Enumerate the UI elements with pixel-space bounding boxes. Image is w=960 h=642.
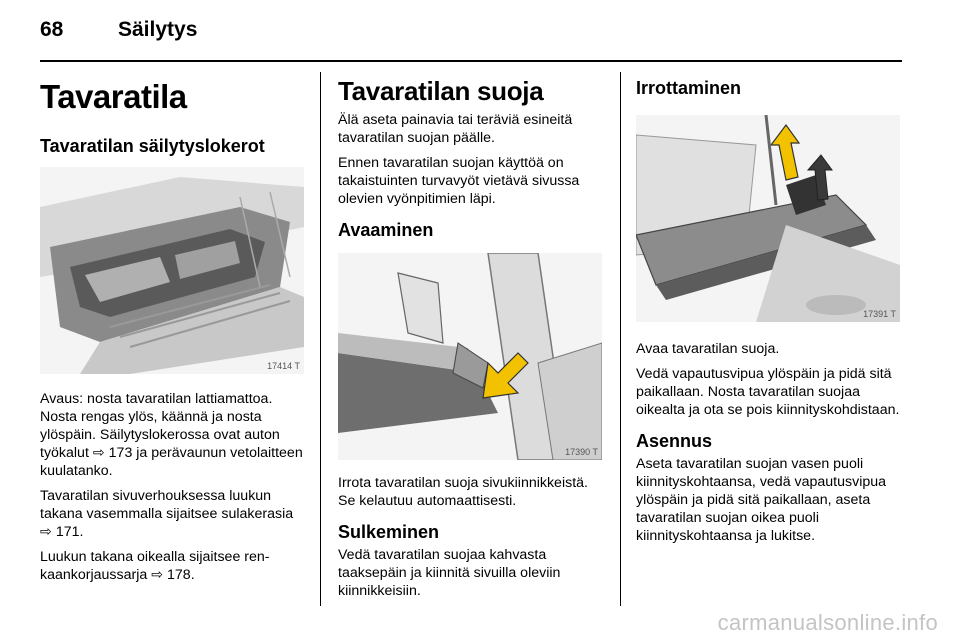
page-heading: Tavaratila: [40, 78, 187, 115]
paragraph-closing: Vedä tavaratilan suojaa kahvasta taaksepäin ja kiinnitä sivuilla oleviin kiinnikkeisiin.: [338, 547, 561, 599]
paragraph-repair-kit: Luukun takana oikealla sijaitsee renkaankorjaussarja ⇨ 178.: [40, 549, 270, 583]
header-rule: [40, 60, 902, 62]
paragraph-open-cover: Avaa tavaratilan suoja.: [636, 341, 780, 357]
opening-illustration: [338, 253, 602, 460]
subheading-installation: Asennus: [636, 431, 713, 451]
subheading-removal: Irrottaminen: [636, 78, 742, 98]
figure-code: 17390 T: [565, 447, 598, 457]
section-title: Säilytys: [118, 18, 198, 41]
paragraph-belts: Ennen tavaratilan suojan käyttöä on takaistuinten turvavyöt vietävä sivussa olevien vyönpitimien läpi.: [338, 155, 580, 207]
paragraph-fuse-box: Tavaratilan sivuverhouksessa luukun takana vasemmalla sijaitsee sulakerasia ⇨ 171.: [40, 488, 294, 540]
figure-code: 17391 T: [863, 309, 896, 319]
paragraph-removal: Vedä vapautusvipua ylöspäin ja pidä sitä paikallaan. Nosta tavaratilan suojaa oikealta ja ota se pois kiinnityskohdistaan.: [636, 366, 900, 418]
column-divider-1: [320, 72, 321, 606]
paragraph-opening: Avaus: nosta tavaratilan lattiamattoa. Nosta rengas ylös, käännä ja nosta ylöspäin. Säilytyslokerossa ovat auton työkalut ⇨ 173 ja perävaunun vetolaitteen kuulatanko.: [40, 391, 303, 479]
figure-code: 17414 T: [267, 361, 300, 371]
subheading-closing: Sulkeminen: [338, 522, 440, 542]
figure-opening: [338, 253, 602, 460]
subheading-opening: Avaaminen: [338, 220, 434, 240]
figure-storage-compartment: [40, 167, 304, 374]
paragraph-detach: Irrota tavaratilan suoja sivukiinnikkeistä. Se kelautuu automaattisesti.: [338, 475, 588, 509]
column-3: [636, 68, 902, 552]
column-divider-2: [620, 72, 621, 606]
column-1: [40, 68, 308, 591]
storage-compartment-illustration: [40, 167, 304, 374]
paragraph-installation: Aseta tavaratilan suojan vasen puoli kiinnityskohtaansa, vedä vapautusvipua ylöspäin ja pidä sitä paikallaan, aseta tavaratilan suojan oikea puoli kiinnityskohtaansa ja lukitse.: [636, 456, 887, 544]
figure-removal: [636, 115, 900, 322]
paragraph-warning: Älä aseta painavia tai teräviä esineitä tavaratilan suojan päälle.: [338, 112, 573, 146]
watermark: carmanualsonline.info: [717, 610, 938, 635]
heading-load-cover: Tavaratilan suoja: [338, 76, 544, 106]
subheading-storage: Tavaratilan säilytyslokerot: [40, 136, 265, 156]
removal-illustration: [636, 115, 900, 322]
column-2: [338, 68, 608, 607]
page-number: 68: [40, 18, 64, 41]
